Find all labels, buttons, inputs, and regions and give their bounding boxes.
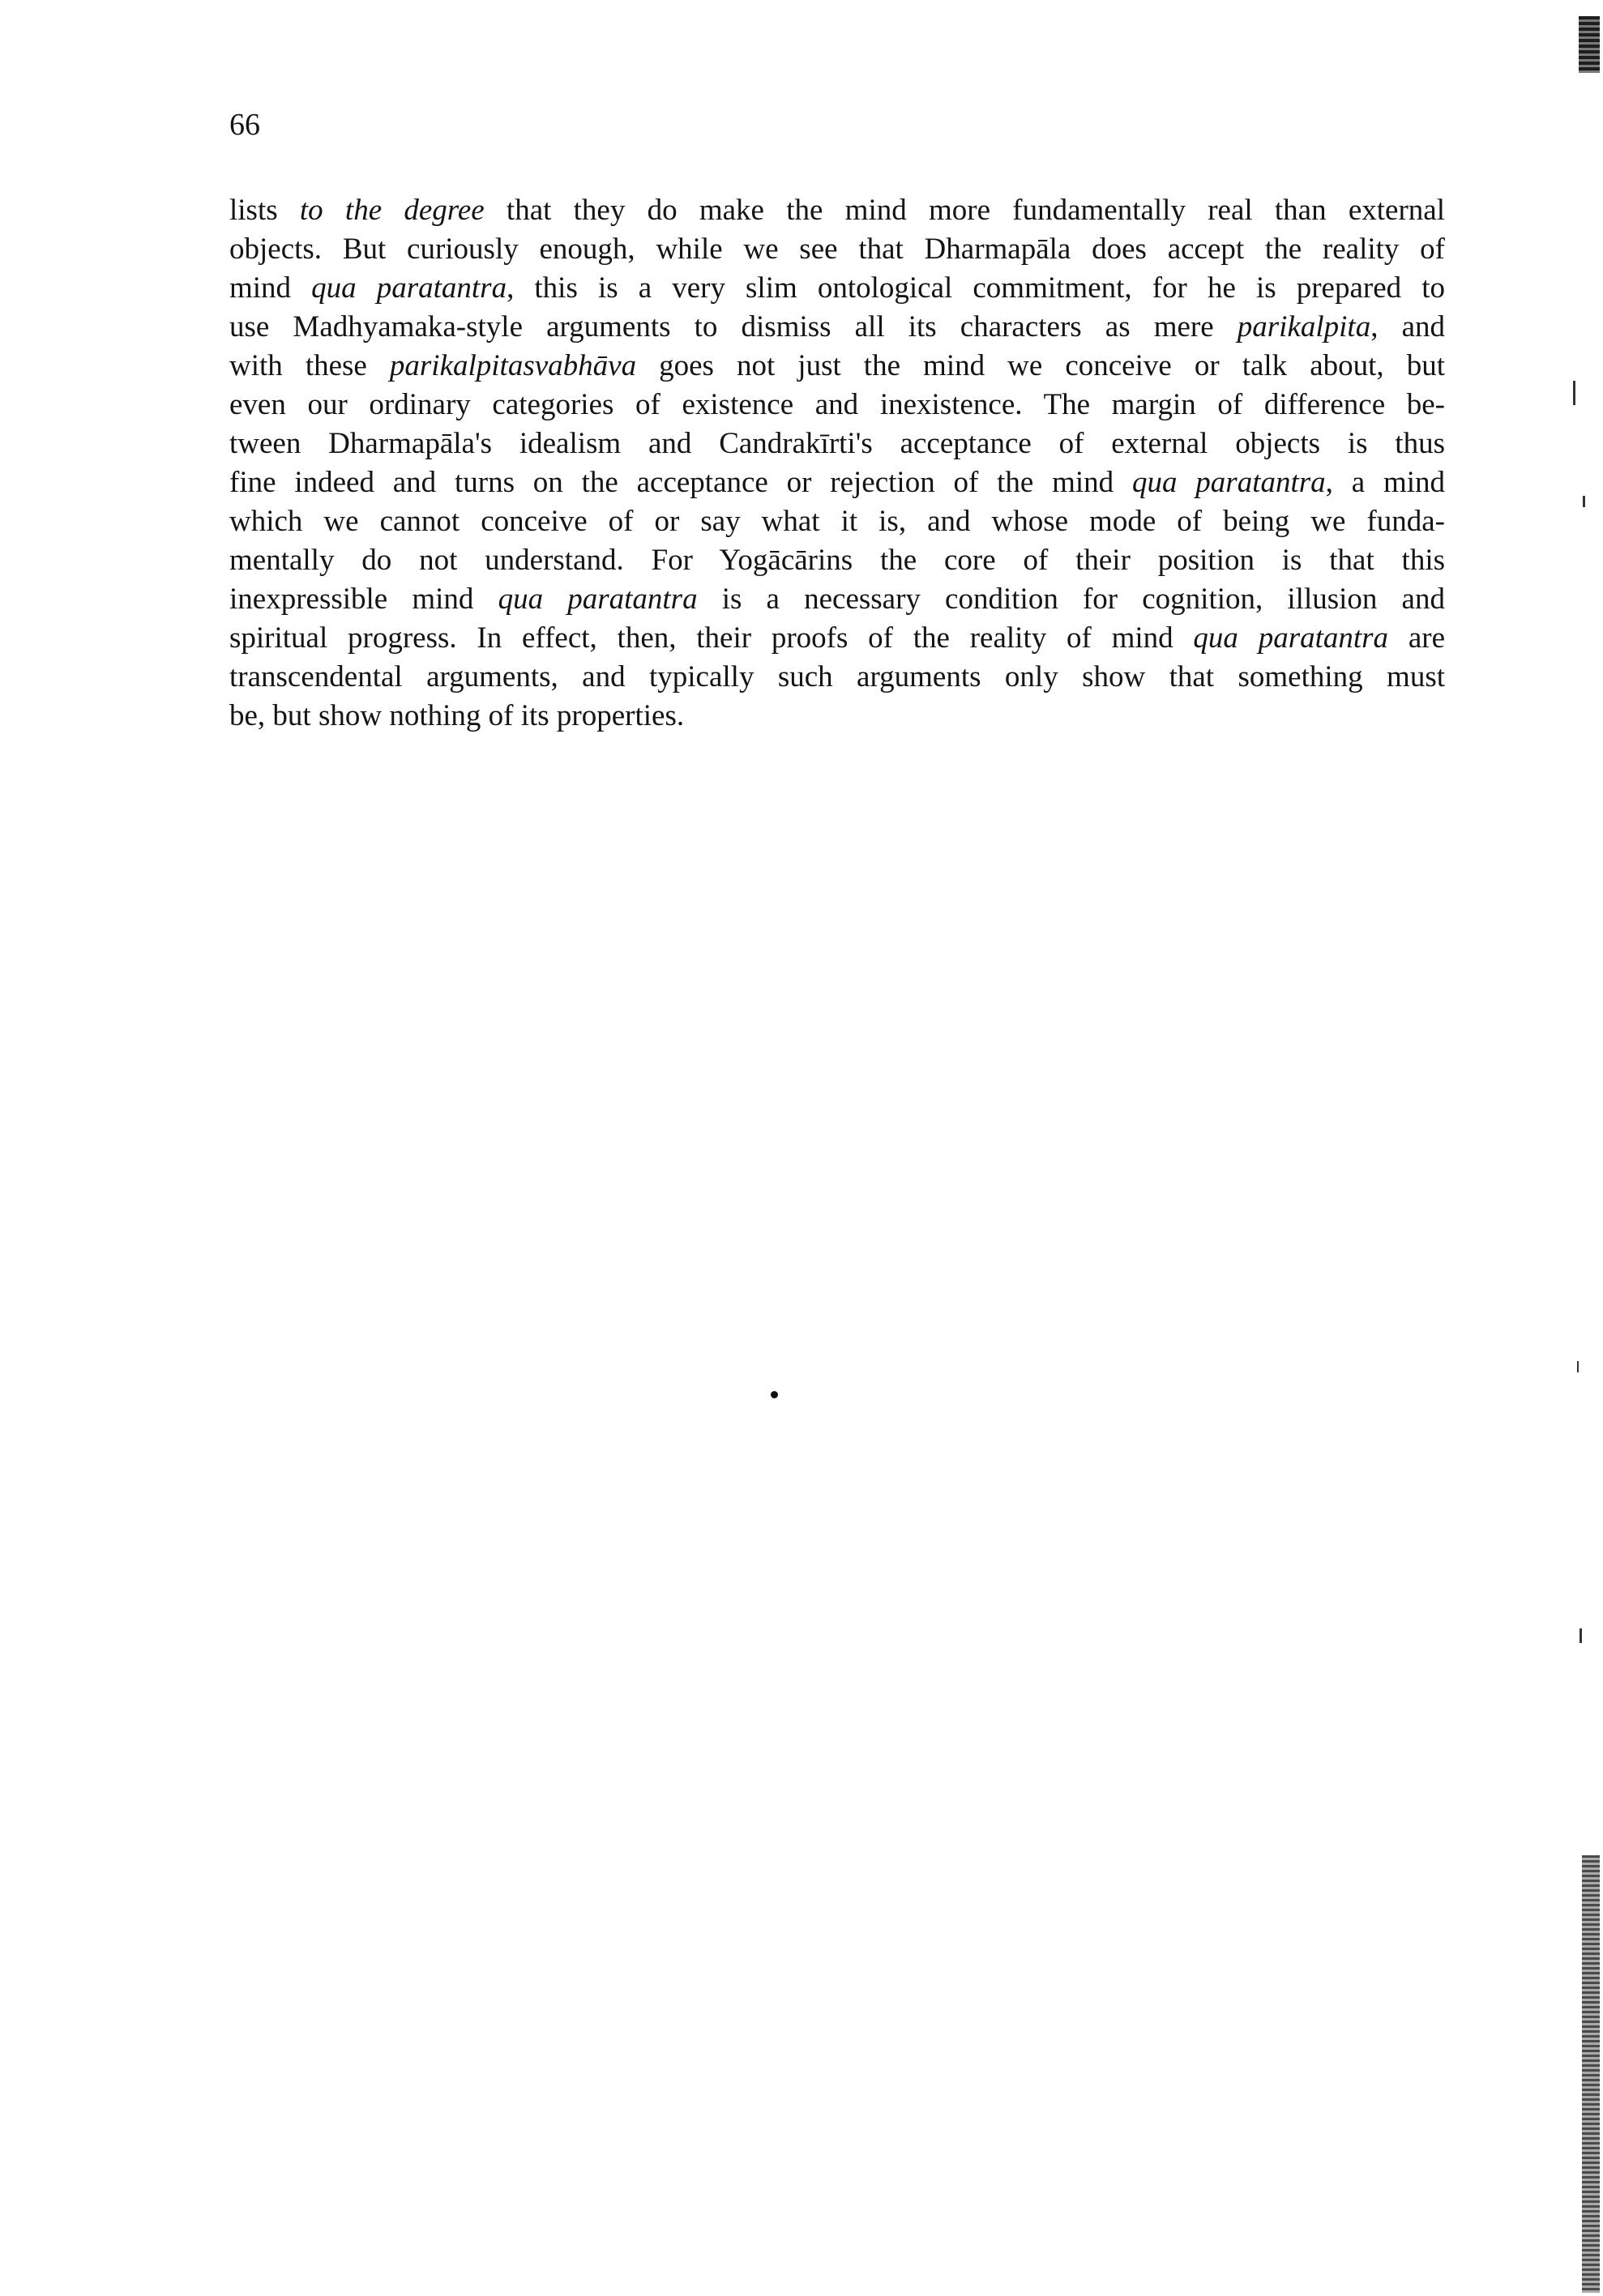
- text-line: [229, 230, 1445, 269]
- italic-term: qua paratantra: [498, 583, 698, 616]
- italic-term: parikalpitasvabhāva: [389, 349, 637, 382]
- italic-term: parikalpita: [1237, 310, 1371, 344]
- text-run: is a necessary condition for cognition, illusion and: [697, 583, 1445, 616]
- text-line: [229, 580, 1445, 619]
- italic-term: to the degree: [299, 194, 485, 227]
- text-run: which we cannot conceive of or say what it is, and whose mode of being we funda-: [229, 505, 1445, 538]
- text-run: that they do make the mind more fundamentally real than external: [484, 194, 1445, 227]
- text-line: [229, 386, 1445, 425]
- text-line: [229, 463, 1445, 502]
- scan-speck: [1579, 1628, 1582, 1643]
- text-run: tween Dharmapāla's idealism and Candrakīrti's acceptance of external objects is thus: [229, 427, 1445, 460]
- body-paragraph: [229, 191, 1445, 736]
- text-run: lists: [229, 194, 300, 227]
- italic-term: qua paratantra: [1132, 466, 1326, 499]
- text-line: [229, 658, 1445, 697]
- text-run: be, but show nothing of its properties.: [229, 699, 685, 732]
- page-number: 66: [229, 108, 260, 142]
- scan-edge-artifact-bottom: [1582, 1855, 1600, 2293]
- scan-speck: [1573, 381, 1575, 405]
- text-line: [229, 191, 1445, 230]
- italic-term: qua paratantra: [1193, 621, 1389, 655]
- text-line: [229, 541, 1445, 580]
- scan-speck: [1583, 496, 1585, 507]
- text-run: use Madhyamaka-style arguments to dismiss all its characters as mere: [229, 310, 1238, 344]
- text-run: mentally do not understand. For Yogācārins the core of their position is that this: [229, 544, 1445, 577]
- text-line: [229, 619, 1445, 658]
- text-line: [229, 347, 1445, 386]
- text-run: , a mind: [1325, 466, 1446, 499]
- text-line: [229, 425, 1445, 463]
- scan-speck: [1577, 1361, 1579, 1372]
- italic-term: qua paratantra: [311, 271, 507, 305]
- text-run: , this is a very slim ontological commitment, for he is prepared to: [507, 271, 1445, 305]
- text-line: [229, 697, 1445, 736]
- text-run: even our ordinary categories of existence and inexistence. The margin of difference be-: [229, 388, 1445, 421]
- text-line: [229, 308, 1445, 347]
- text-run: spiritual progress. In effect, then, their proofs of the reality of mind: [229, 621, 1194, 655]
- text-line: [229, 502, 1445, 541]
- text-line: [229, 269, 1445, 308]
- stray-dot-mark: [771, 1391, 778, 1398]
- text-run: mind: [229, 271, 312, 305]
- text-run: are: [1388, 621, 1445, 655]
- scan-edge-artifact-top: [1579, 16, 1600, 73]
- text-run: inexpressible mind: [229, 583, 498, 616]
- text-run: with these: [229, 349, 390, 382]
- text-run: goes not just the mind we conceive or talk about, but: [636, 349, 1445, 382]
- text-run: , and: [1370, 310, 1445, 344]
- text-run: objects. But curiously enough, while we see that Dharmapāla does accept the reality of: [229, 233, 1445, 266]
- text-run: transcendental arguments, and typically such arguments only show that something must: [229, 660, 1445, 693]
- text-run: fine indeed and turns on the acceptance or rejection of the mind: [229, 466, 1132, 499]
